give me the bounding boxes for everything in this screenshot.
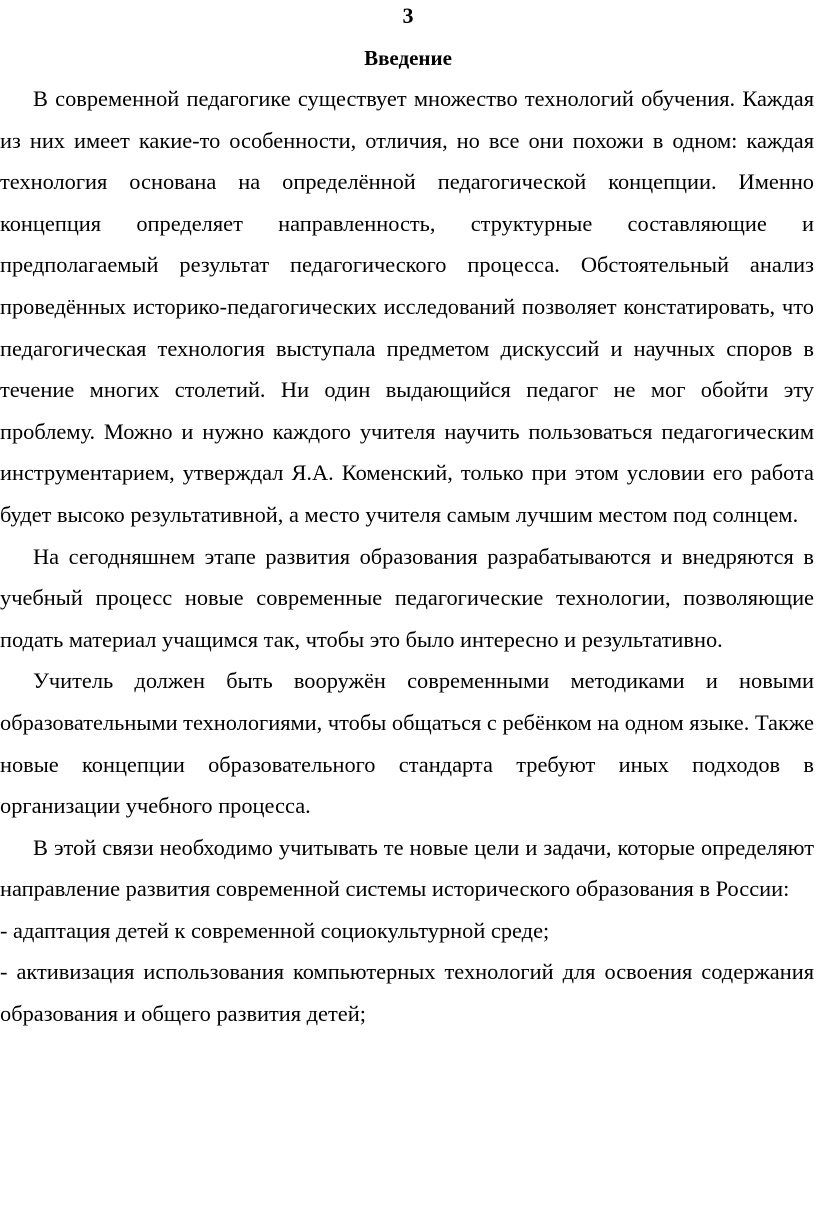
paragraph-2: На сегодняшнем этапе развития образования разрабатываются и внедряются в учебный процесс новые современные педагогические технологии, позволяющие подать материал учащимся так, чтобы это было интересно и результативно. xyxy=(0,543,814,652)
paragraph-4: В этой связи необходимо учитывать те новые цели и задачи, которые определяют направление развития современной системы исторического образования в России: xyxy=(0,834,814,902)
paragraph-3: Учитель должен быть вооружён современными методиками и новыми образовательными технологиями, чтобы общаться с ребёнком на одном языке. Также новые концепции образовательного стандарта требуют иных подходов в организации учебного процесса. xyxy=(0,668,814,819)
section-title: Введение xyxy=(364,46,452,70)
page-number: 3 xyxy=(402,3,414,28)
paragraph-1: В современной педагогике существует множество технологий обучения. Каждая из них имеет какие-то особенности, отличия, но все они похожи в одном: каждая технология основана на определённой педагогической концепции. Именно концепция определяет направленность, структурные составляющие и предполагаемый результат педагогического процесса. Обстоятельный анализ проведённых историко-педагогических исследований позволяет констатировать, что педагогическая технология выступала предметом дискуссий и научных споров в течение многих столетий. Ни один выдающийся педагог не мог обойти эту проблему. Можно и нужно каждого учителя научить пользоваться педагогическим инструментарием, утверждал Я.А. Коменский, только при этом условии его работа будет высоко результативной, а место учителя самым лучшим местом под солнцем. xyxy=(0,86,814,527)
list-item-1: - адаптация детей к современной социокультурной среде; xyxy=(0,917,550,943)
body-text xyxy=(0,78,814,1035)
list-item-2: - активизация использования компьютерных технологий для освоения содержания образования и общего развития детей; xyxy=(0,959,814,1027)
